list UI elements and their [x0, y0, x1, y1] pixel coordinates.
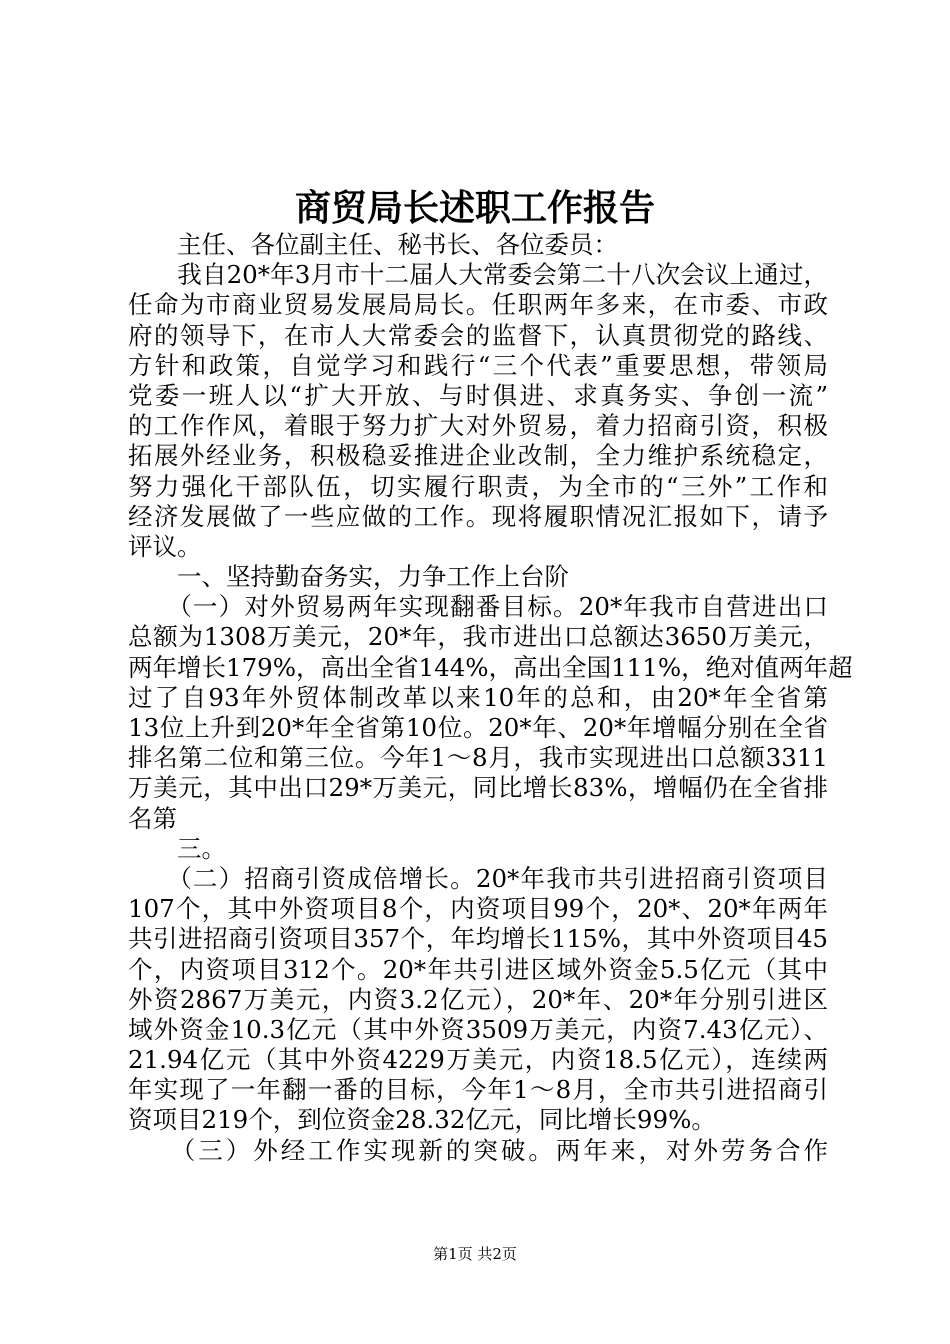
text-line: （一）对外贸易两年实现翻番目标。20*年我市自营进出口 [128, 592, 828, 622]
page-footer: 第1页 共2页 [433, 1245, 517, 1263]
text-line: 总额为1308万美元，20*年，我市进出口总额达3650万美元， [128, 622, 828, 652]
text-line: 的工作作风，着眼于努力扩大对外贸易，着力招商引资，积极 [128, 411, 828, 441]
text-line: 排名第二位和第三位。今年1～8月，我市实现进出口总额3311 [128, 743, 828, 773]
text-line: 21.94亿元（其中外资4229万美元，内资18.5亿元），连续两 [128, 1045, 828, 1075]
text-line: 外资2867万美元，内资3.2亿元），20*年、20*年分别引进区 [128, 984, 828, 1014]
text-line: 107个，其中外资项目8个，内资项目99个，20*、20*年两年 [128, 894, 828, 924]
text-line: 名第 [128, 803, 177, 833]
text-line: 三。 [128, 833, 226, 863]
text-line: 方针和政策，自觉学习和践行“三个代表”重要思想，带领局 [128, 350, 828, 380]
text-line: 我自20*年3月市十二届人大常委会第二十八次会议上通过， [128, 260, 828, 290]
text-line: 年实现了一年翻一番的目标，今年1～8月，全市共引进招商引 [128, 1075, 828, 1105]
text-line: 拓展外经业务，积极稳妥推进企业改制，全力维护系统稳定， [128, 441, 828, 471]
text-line: 经济发展做了一些应做的工作。现将履职情况汇报如下，请予 [128, 501, 828, 531]
text-line: （三）外经工作实现新的突破。两年来，对外劳务合作 [128, 1135, 828, 1165]
text-line: 任命为市商业贸易发展局局长。任职两年多来，在市委、市政 [128, 290, 828, 320]
text-line: 13位上升到20*年全省第10位。20*年、20*年增幅分别在全省 [128, 713, 828, 742]
text-line: 个，内资项目312个。20*年共引进区域外资金5.5亿元（其中 [128, 954, 828, 984]
text-line: 万美元，其中出口29*万美元，同比增长83%，增幅仍在全省排 [128, 773, 828, 803]
text-line: （二）招商引资成倍增长。20*年我市共引进招商引资项目 [128, 863, 828, 893]
text-line: 共引进招商引资项目357个，年均增长115%，其中外资项目45 [128, 924, 828, 954]
text-line: 评议。 [128, 531, 202, 561]
text-line: 域外资金10.3亿元（其中外资3509万美元，内资7.43亿元）、 [128, 1014, 828, 1044]
text-line: 资项目219个，到位资金28.32亿元，同比增长99%。 [128, 1105, 716, 1135]
text-line: 府的领导下，在市人大常委会的监督下，认真贯彻党的路线、 [128, 320, 828, 350]
text-line: 一、坚持勤奋务实，力争工作上台阶 [128, 562, 569, 592]
document-title: 商贸局长述职工作报告 [294, 187, 655, 229]
text-line: 努力强化干部队伍，切实履行职责，为全市的“三外”工作和 [128, 471, 828, 501]
text-line: 党委一班人以“扩大开放、与时俱进、求真务实、争创一流” [128, 380, 828, 410]
text-line: 两年增长179%，高出全省144%，高出全国111%，绝对值两年超 [128, 652, 853, 682]
document-body [128, 230, 853, 1166]
text-line: 过了自93年外贸体制改革以来10年的总和，由20*年全省第 [128, 682, 828, 712]
text-line: 主任、各位副主任、秘书长、各位委员： [128, 230, 618, 259]
